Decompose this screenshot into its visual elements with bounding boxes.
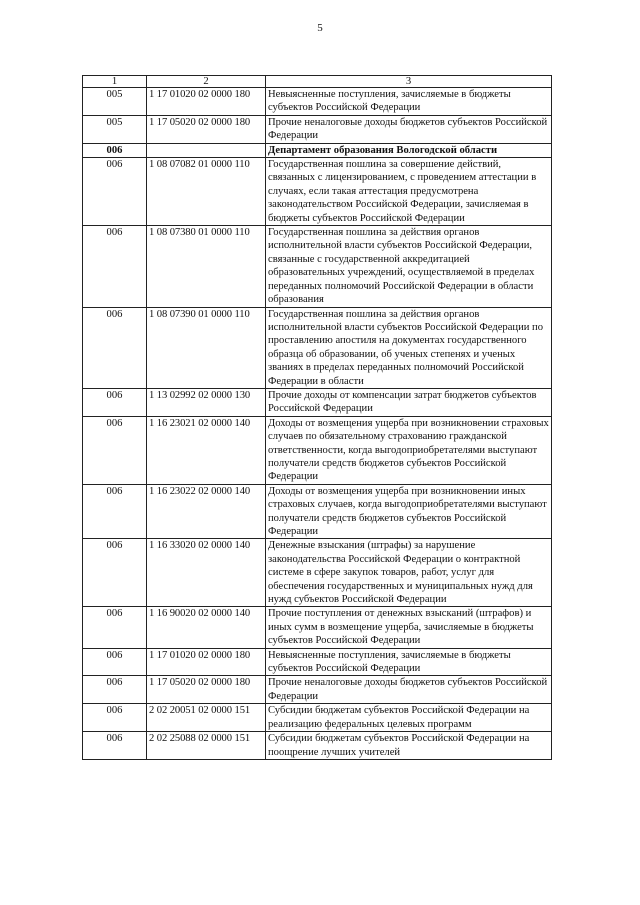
column-header-code: 2	[147, 76, 266, 88]
budget-code-cell: 1 17 05020 02 0000 180	[147, 676, 266, 704]
admin-code-cell: 006	[83, 143, 147, 157]
section-header-row	[83, 143, 552, 157]
revenue-name-cell: Прочие доходы от компенсации затрат бюджетов субъектов Российской Федерации	[266, 388, 552, 416]
admin-code-cell: 006	[83, 607, 147, 648]
table-row	[83, 226, 552, 307]
table-row	[83, 416, 552, 484]
admin-code-cell: 006	[83, 484, 147, 539]
table-row	[83, 704, 552, 732]
column-header-admin: 1	[83, 76, 147, 88]
admin-code-cell: 006	[83, 704, 147, 732]
table-body	[83, 88, 552, 760]
admin-code-cell: 006	[83, 307, 147, 388]
revenue-name-cell: Государственная пошлина за совершение действий, связанных с лицензированием, с проведением аттестации в случаях, если такая аттестация предусмотрена законодательством Российской Федерации, зачисляемая в бюджеты субъектов Российской Федерации	[266, 158, 552, 226]
table-row	[83, 115, 552, 143]
revenue-name-cell: Субсидии бюджетам субъектов Российской Федерации на поощрение лучших учителей	[266, 732, 552, 760]
revenue-name-cell: Государственная пошлина за действия органов исполнительной власти субъектов Российской Федерации по проставлению апостиля на документах государственного образца об образовании, об ученых степенях и ученых званиях в пределах переданных полномочий Российской Федерации в области	[266, 307, 552, 388]
revenue-name-cell: Прочие неналоговые доходы бюджетов субъектов Российской Федерации	[266, 115, 552, 143]
budget-code-cell: 2 02 20051 02 0000 151	[147, 704, 266, 732]
table-row	[83, 676, 552, 704]
admin-code-cell: 006	[83, 158, 147, 226]
revenue-name-cell: Субсидии бюджетам субъектов Российской Федерации на реализацию федеральных целевых программ	[266, 704, 552, 732]
table-row	[83, 648, 552, 676]
table-header-row	[83, 76, 552, 88]
revenue-name-cell: Департамент образования Вологодской области	[266, 143, 552, 157]
revenue-name-cell: Денежные взыскания (штрафы) за нарушение законодательства Российской Федерации о контрактной системе в сфере закупок товаров, работ, услуг для обеспечения государственных и муниципальных нужд для нужд субъектов Российской Федерации	[266, 539, 552, 607]
revenue-name-cell: Прочие поступления от денежных взысканий (штрафов) и иных сумм в возмещение ущерба, зачисляемые в бюджеты субъектов Российской Федерации	[266, 607, 552, 648]
table-row	[83, 158, 552, 226]
admin-code-cell: 006	[83, 648, 147, 676]
admin-code-cell: 006	[83, 226, 147, 307]
admin-code-cell: 006	[83, 676, 147, 704]
budget-code-cell: 1 08 07380 01 0000 110	[147, 226, 266, 307]
revenue-name-cell: Невыясненные поступления, зачисляемые в бюджеты субъектов Российской Федерации	[266, 648, 552, 676]
revenue-name-cell: Доходы от возмещения ущерба при возникновении страховых случаев по обязательному страхованию гражданской ответственности, когда выгодоприобретателями выступают получатели средств бюджетов субъектов Российской Федерации	[266, 416, 552, 484]
budget-code-cell: 1 08 07082 01 0000 110	[147, 158, 266, 226]
table-row	[83, 88, 552, 116]
budget-code-cell: 1 13 02992 02 0000 130	[147, 388, 266, 416]
budget-code-cell: 1 17 01020 02 0000 180	[147, 648, 266, 676]
admin-code-cell: 006	[83, 388, 147, 416]
revenue-name-cell: Доходы от возмещения ущерба при возникновении иных страховых случаев, когда выгодоприобретателями выступают получатели средств бюджетов субъектов Российской Федерации	[266, 484, 552, 539]
column-header-name: 3	[266, 76, 552, 88]
budget-code-cell: 2 02 25088 02 0000 151	[147, 732, 266, 760]
admin-code-cell: 005	[83, 88, 147, 116]
budget-code-cell: 1 16 23022 02 0000 140	[147, 484, 266, 539]
admin-code-cell: 006	[83, 539, 147, 607]
revenue-name-cell: Прочие неналоговые доходы бюджетов субъектов Российской Федерации	[266, 676, 552, 704]
table-row	[83, 307, 552, 388]
budget-code-cell: 1 17 01020 02 0000 180	[147, 88, 266, 116]
budget-code-cell	[147, 143, 266, 157]
budget-code-cell: 1 16 23021 02 0000 140	[147, 416, 266, 484]
table-row	[83, 607, 552, 648]
budget-code-cell: 1 08 07390 01 0000 110	[147, 307, 266, 388]
revenue-codes-table	[82, 75, 552, 760]
admin-code-cell: 006	[83, 732, 147, 760]
budget-code-cell: 1 17 05020 02 0000 180	[147, 115, 266, 143]
budget-code-cell: 1 16 90020 02 0000 140	[147, 607, 266, 648]
revenue-name-cell: Невыясненные поступления, зачисляемые в бюджеты субъектов Российской Федерации	[266, 88, 552, 116]
table-row	[83, 539, 552, 607]
page-number: 5	[317, 22, 323, 34]
table-row	[83, 484, 552, 539]
table-row	[83, 388, 552, 416]
revenue-name-cell: Государственная пошлина за действия органов исполнительной власти субъектов Российской Федерации, связанные с государственной аккредитацией образовательных учреждений, осуществляемой в пределах переданных полномочий Российской Федерации в области образования	[266, 226, 552, 307]
admin-code-cell: 005	[83, 115, 147, 143]
table-row	[83, 732, 552, 760]
admin-code-cell: 006	[83, 416, 147, 484]
budget-code-cell: 1 16 33020 02 0000 140	[147, 539, 266, 607]
